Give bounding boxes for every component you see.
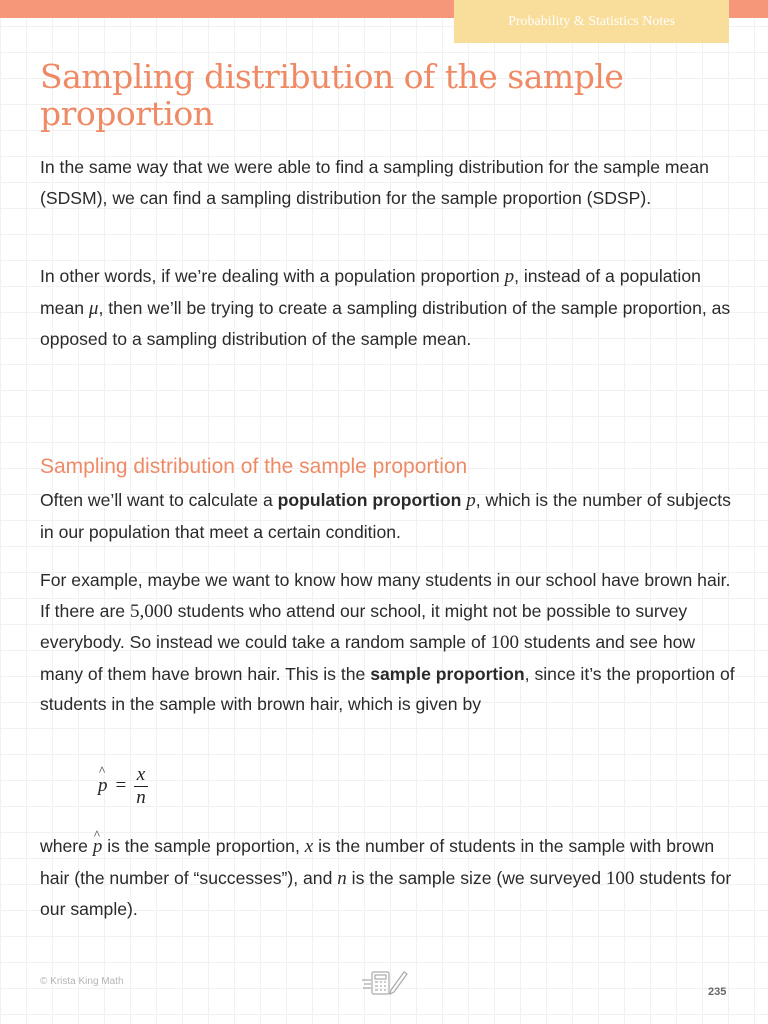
math-var-n: n (337, 867, 347, 889)
page-number: 235 (708, 986, 727, 998)
math-var-mu: μ (88, 297, 99, 319)
copyright-text: © Krista King Math (40, 976, 124, 987)
text-segment: , instead of a population mean (40, 266, 701, 318)
intro-paragraph: In the same way that we were able to find a sampling distribution for the sample mean (SDSM), we can find a sampling distribution for the sample proportion (SDSP). (40, 157, 709, 208)
page-title: Sampling distribution of the sample proportion (40, 57, 624, 133)
text-segment: students who attend our school, it might not be possible to survey everybody. So instead we could take a random sample of (40, 600, 688, 652)
formula-numerator: x (136, 763, 146, 785)
math-var-phat: ^ p (93, 832, 103, 863)
text-segment: Often we’ll want to calculate a (40, 490, 278, 510)
second-paragraph (40, 261, 740, 355)
math-number: 100 (490, 632, 520, 653)
math-var-p: p (504, 266, 515, 287)
header-tab (454, 0, 729, 43)
text-segment: where (40, 836, 93, 856)
text-segment: , since it’s the proportion of students in the sample with brown hair, which is given by (40, 663, 735, 714)
formula-fraction (134, 764, 148, 809)
text-segment: is the sample proportion, (102, 836, 305, 856)
formula-denominator: n (136, 786, 146, 808)
section-heading: Sampling distribution of the sample proportion (40, 455, 468, 478)
math-var-x: x (304, 836, 314, 857)
bold-term: sample proportion (370, 663, 525, 684)
calculator-pencil-logo-icon (360, 966, 410, 996)
formula-equals: = (115, 775, 127, 796)
text-segment: , then we’ll be trying to create a sampling distribution of the sample proportion, as opposed to a sampling distribution of the sample mean. (40, 297, 731, 349)
text-segment: For example, maybe we want to know how many students in our school have brown hair. If there are (40, 570, 731, 621)
population-paragraph (40, 485, 740, 547)
text-segment: , which is the number of subjects in our population that meet a certain condition. (40, 490, 731, 542)
bold-term: population proportion (277, 490, 462, 510)
where-paragraph (40, 831, 740, 925)
text-segment: In other words, if we’re dealing with a population proportion (40, 266, 505, 286)
sample-proportion-formula (98, 762, 148, 810)
math-number: 5,000 (129, 600, 173, 622)
header-tab-label: Probability & Statistics Notes (508, 13, 675, 29)
text-segment: is the sample size (we surveyed (346, 867, 606, 888)
text-segment: students and see how many of them have brown hair. This is the (40, 632, 696, 684)
formula-lhs: ^ p (98, 775, 108, 797)
example-paragraph (40, 565, 740, 720)
text-segment: students for our sample). (40, 867, 732, 919)
math-var-p: p (466, 490, 476, 511)
text-segment: is the number of students in the sample with brown hair (the number of “successes”), and (40, 836, 715, 888)
math-number: 100 (605, 867, 635, 889)
